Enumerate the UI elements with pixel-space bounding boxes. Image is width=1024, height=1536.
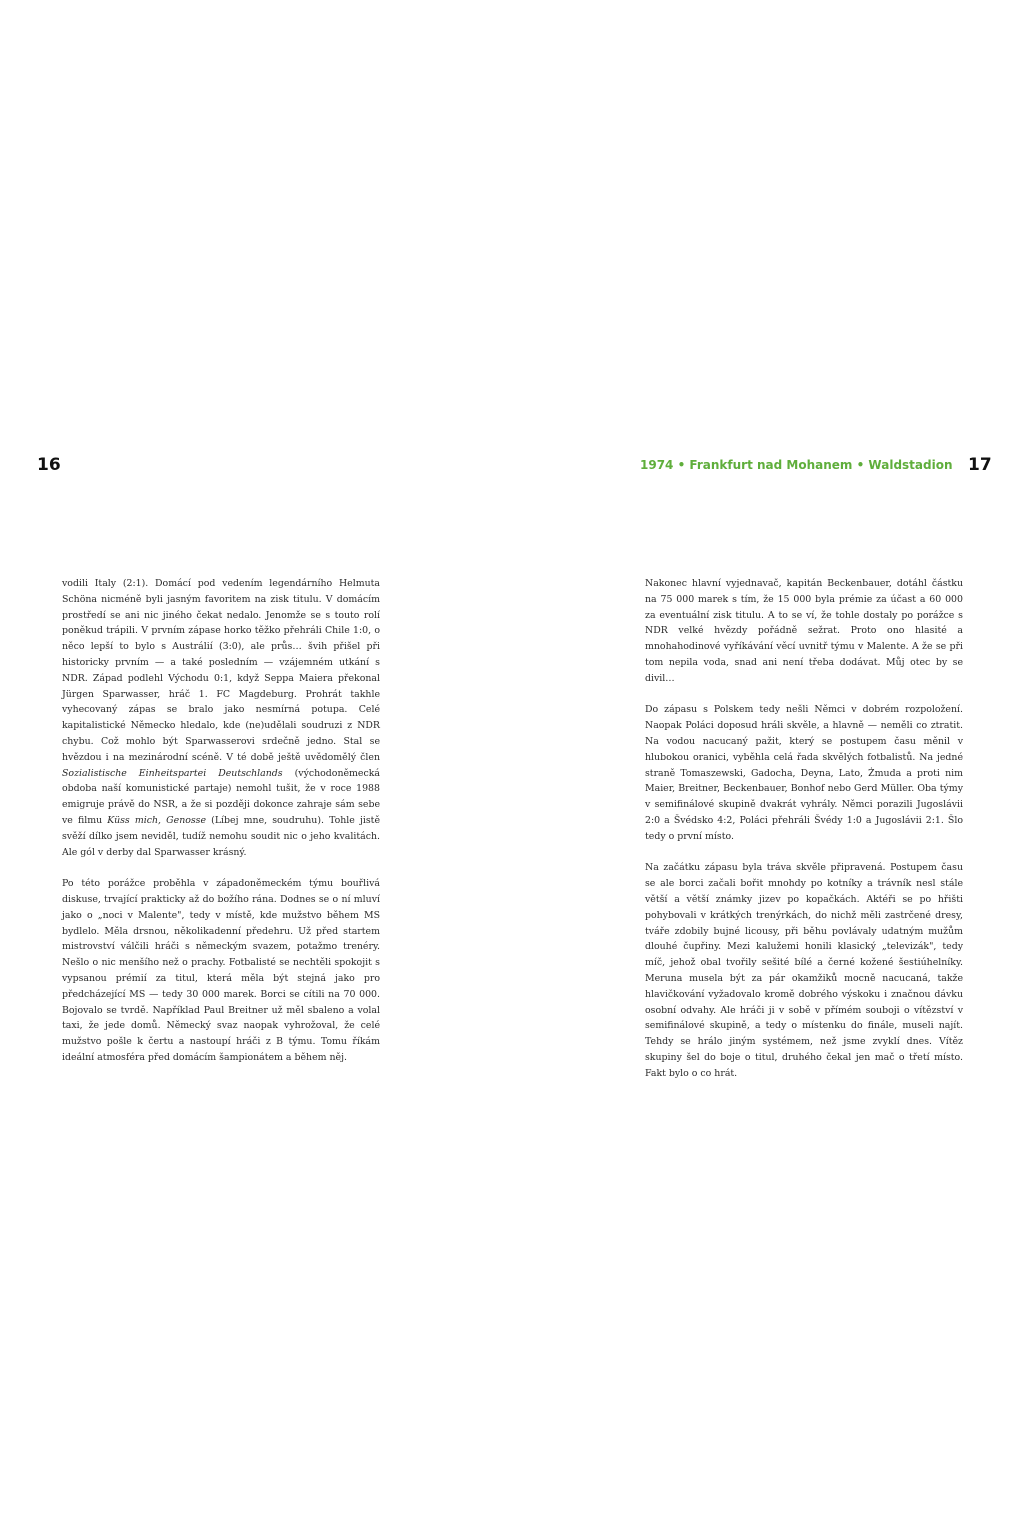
italic-text-run: Küss mich, Genosse (107, 814, 207, 826)
text-run: Do zápasu s Polskem tedy nešli Němci v dobrém rozpoložení. Naopak Poláci doposud hráli skvěle, a hlavně — neměli co ztratit. Na vodou nacucaný pažit, který se postupem času měnil v hlubokou oranici, vyběhla celá řada skvělých fotbalistů. Na jedné straně Tomaszewski, Gadocha, Deyna, Lato, Żmuda a proti nim Maier, Breitner, Beckenbauer, Bonhof nebo Gerd Müller. Oba týmy v semifinálové skupině dvakrát vyhrály. Němci porazili Jugoslávii 2:0 a Švédsko 4:2, Poláci přehráli Švédy 1:0 a Jugoslávii 2:1. Šlo tedy o první místo. (645, 704, 963, 842)
text-run: vodili Italy (2:1). Domácí pod vedením legendárního Helmuta Schöna nicméně byli jasným favoritem na zisk titulu. V domácím prostředí se ani nic jiného čekat nedalo. Jenomže se s touto rolí poněkud trápili. V prvním zápase horko těžko přehráli Chile 1:0, o něco lepší to bylo s Austrálií (3:0), ale průs… švih přišel při historicky prvním — a také posledním — vzájemném utkání s NDR. Západ podlehl Východu 0:1, když Seppa Maiera překonal Jürgen Sparwasser, hráč 1. FC Magdeburg. Prohrát takhle vyhecovaný zápas se bralo jako nesmírná potupa. Celé kapitalistické Německo hledalo, kde (ne)udělali soudruzi z NDR chybu. Což mohlo být Sparwasserovi srdečně jedno. Stal se hvězdou i na mezinárodní scéně. V té době ještě uvědomělý člen (62, 578, 380, 763)
text-run: (Líbej mne, soudruhu). Tohle jistě svěží dílko jsem neviděl, tudíž nemohu soudit nic o jeho kvalitách. Ale gól v derby dal Sparwasser krásný. (62, 814, 380, 858)
running-head: 1974 • Frankfurt nad Mohanem • Waldstadion (640, 458, 953, 472)
page-number-left: 16 (37, 455, 61, 475)
left-page-body (62, 576, 380, 1066)
paragraph (645, 860, 963, 1081)
paragraph (645, 702, 963, 844)
text-run: Na začátku zápasu byla tráva skvěle připravená. Postupem času se ale borci začali bořit mnohdy po kotníky a trávník nesl stále větší a větší známky jizev po kopačkách. Aktéři se po hřišti pohybovali v krátkých trenýrkách, do nichž měli zastrčené dresy, tváře zdobily bujné licousy, při běhu povlávaly udatným mužům dlouhé čupřiny. Mezi kalužemi honili klasický „televizák", tedy míč, jehož obal tvořily sešité bílé a černé kožené šestiúhelníky. Meruna musela být za pár okamžiků mocně nacucaná, takže hlavičkování vyžadovalo kromě dobrého výskoku i značnou dávku osobní odvahy. Ale hráči ji v sobě v přímém souboji o vítězství v semifinálové skupině, a tedy o místenku do finále, museli najít. Tehdy se hrálo jiným systémem, než jsme zvyklí dnes. Vítěz skupiny šel do boje o titul, druhého čekal jen mač o třetí místo. Fakt bylo o co hrát. (645, 862, 963, 1079)
paragraph (645, 576, 963, 687)
italic-text-run: Sozialistische Einheitspartei Deutschlands (62, 767, 283, 779)
text-run: Po této porážce proběhla v západoněmeckém týmu bouřlivá diskuse, trvající prakticky až do božího rána. Dodnes se o ní mluví jako o „noci v Malente", tedy v místě, kde mužstvo během MS bydlelo. Měla drsnou, několikadenní předehru. Už před startem mistrovství válčili hráči s německým svazem, potažmo trenéry. Nešlo o nic menšího než o prachy. Fotbalisté se nechtěli spokojit s vypsanou prémií za titul, která měla být stejná jako pro předcházející MS — tedy 30 000 marek. Borci se cítili na 70 000. Bojovalo se tvrdě. Například Paul Breitner už měl sbaleno a volal taxi, že jede domů. Německý svaz naopak vyhrožoval, že celé mužstvo pošle k čertu a nastoupí hráči z B týmu. Tomu říkám ideální atmosféra před domácím šampionátem a během něj. (62, 878, 380, 1063)
paragraph (62, 576, 380, 860)
text-run: (východoněmecká obdoba naší komunistické partaje) nemohl tušit, že v roce 1988 emigruje právě do NSR, a že si později dokonce zahraje sám sebe ve filmu (62, 767, 380, 826)
page-number-right: 17 (968, 455, 992, 475)
paragraph (62, 876, 380, 1066)
right-page-body (645, 576, 963, 1082)
text-run: Nakonec hlavní vyjednavač, kapitán Beckenbauer, dotáhl částku na 75 000 marek s tím, že 15 000 byla prémie za účast a 60 000 za eventuální zisk titulu. A to se ví, že tohle dostaly po porážce s NDR velké hvězdy pořádně sežrat. Proto ono hlasité a mnohahodinové vyříkávání věcí uvnitř týmu v Malente. A že se při tom nepila voda, snad ani není třeba dodávat. Můj otec by se divil… (645, 578, 963, 684)
